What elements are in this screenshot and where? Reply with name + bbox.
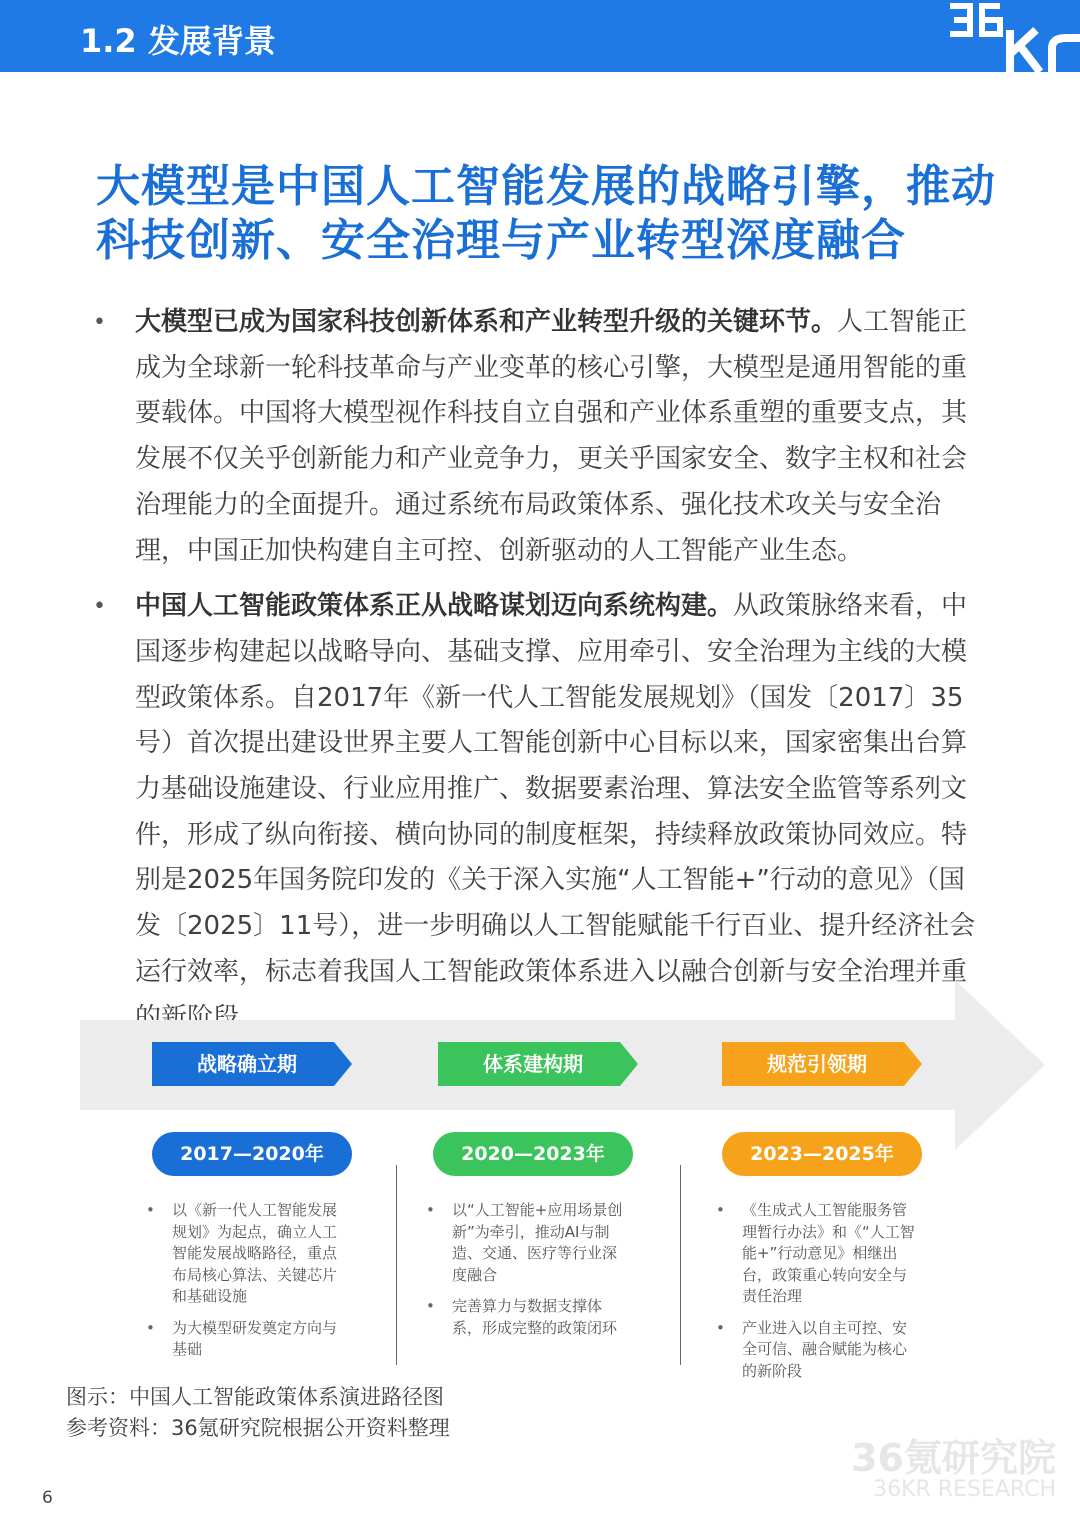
- watermark-cn: 36氪研究院: [851, 1436, 1056, 1480]
- bullet-paragraph-1: [90, 300, 990, 574]
- main-title: 大模型是中国人工智能发展的战略引擎，推动科技创新、安全治理与产业转型深度融合: [96, 161, 996, 266]
- figure-source: 参考资料：36氪研究院根据公开资料整理: [66, 1416, 450, 1440]
- list-item: • 《生成式人工智能服务管理暂行办法》和《“人工智能+”行动意见》相继出台，政策重心转向安全与责任治理: [716, 1200, 916, 1308]
- section-title: 1.2 发展背景: [80, 22, 276, 60]
- phase-label-3: 规范引领期: [767, 1052, 867, 1076]
- year-pill-2: 2020—2023年: [433, 1132, 633, 1176]
- watermark-en: 36KR RESEARCH: [873, 1477, 1056, 1502]
- paragraph-2-lead: 中国人工智能政策体系正从战略谋划迈向系统构建。: [135, 591, 734, 622]
- list-item: • 完善算力与数据支撑体系，形成完整的政策闭环: [426, 1296, 626, 1339]
- list-item: • 产业进入以自主可控、安全可信、融合赋能为核心的新阶段: [716, 1318, 916, 1383]
- column-divider: [680, 1165, 681, 1365]
- policy-timeline: [0, 980, 1080, 1380]
- list-item: • 以《新一代人工智能发展规划》为起点，确立人工智能发展战略路径，重点布局核心算法、关键芯片和基础设施: [146, 1200, 346, 1308]
- phase-label-1: 战略确立期: [197, 1052, 297, 1076]
- paragraph-2-body: 从政策脉络来看，中国逐步构建起以战略导向、基础支撑、应用牵引、安全治理为主线的大模型政策体系。自2017年《新一代人工智能发展规划》（国发〔2017〕35号）首次提出建设世界主要人工智能创新中心目标以来，国家密集出台算力基础设施建设、行业应用推广、数据要素治理、算法安全监管等系列文件，形成了纵向衔接、横向协同的制度框架，持续释放政策协同效应。特别是2025年国务院印发的《关于深入实施“人工智能+”行动的意见》（国发〔2025〕11号），进一步明确以人工智能赋能千行百业、提升经济社会运行效率，标志着我国人工智能政策体系进入以融合创新与安全治理并重的新阶段。: [135, 591, 976, 1033]
- bullet-icon: •: [93, 594, 106, 620]
- figure-title: 图示：中国人工智能政策体系演进路径图: [66, 1385, 444, 1409]
- paragraph-1-body: 人工智能正成为全球新一轮科技革命与产业变革的核心引擎，大模型是通用智能的重要载体。中国将大模型视作科技自立自强和产业体系重塑的重要支点，其发展不仅关乎创新能力和产业竞争力，更关乎国家安全、数字主权和社会治理能力的全面提升。通过系统布局政策体系、强化技术攻关与安全治理，中国正加快构建自主可控、创新驱动的人工智能产业生态。: [135, 307, 968, 566]
- year-pill-3: 2023—2025年: [722, 1132, 922, 1176]
- year-pill-1: 2017—2020年: [152, 1132, 352, 1176]
- list-item: • 为大模型研发奠定方向与基础: [146, 1318, 346, 1361]
- column-divider: [396, 1165, 397, 1365]
- list-item: • 以“人工智能+应用场景创新”为牵引，推动AI与制造、交通、医疗等行业深度融合: [426, 1200, 626, 1286]
- bullet-icon: •: [93, 310, 106, 335]
- 36kr-logo: [940, 0, 1080, 72]
- figure-caption: [66, 1382, 450, 1444]
- watermark: [851, 1438, 1056, 1502]
- page-number: 6: [42, 1488, 53, 1508]
- bullet-paragraphs: [90, 300, 990, 1051]
- paragraph-1-lead: 大模型已成为国家科技创新体系和产业转型升级的关键环节。: [135, 307, 838, 337]
- bullet-paragraph-2: [90, 584, 990, 1041]
- phase-2-list: [426, 1200, 626, 1349]
- phase-1-list: [146, 1200, 346, 1371]
- phase-3-list: [716, 1200, 916, 1392]
- phase-label-2: 体系建构期: [483, 1052, 583, 1076]
